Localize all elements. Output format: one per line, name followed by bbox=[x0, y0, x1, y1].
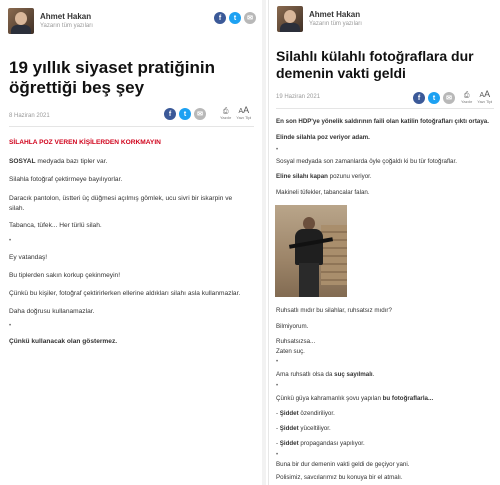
bullet-separator: • bbox=[9, 323, 12, 329]
twitter-icon[interactable]: t bbox=[229, 12, 241, 24]
paragraph: Tabanca, tüfek... Her türlü silah. bbox=[9, 222, 102, 229]
article-photo bbox=[275, 205, 347, 297]
share-buttons bbox=[214, 12, 256, 24]
paragraph: Ruhsatlı mıdır bu silahlar, ruhsatsız mıdır? bbox=[276, 307, 392, 314]
bullet-separator: • bbox=[9, 238, 12, 244]
section-heading: SİLAHLA POZ VEREN KİŞİLERDEN KORKMAYIN bbox=[9, 139, 161, 146]
article-date: 8 Haziran 2021 bbox=[9, 113, 50, 119]
author-block[interactable] bbox=[8, 8, 93, 34]
twitter-icon[interactable]: t bbox=[179, 108, 191, 120]
paragraph: Buna bir dur demenin vakti geldi de geçiyor yani. bbox=[276, 461, 410, 468]
paragraph: Çünkü bu kişiler, fotoğraf çektirirlerken ellerine aldıkları silahı asla kullanmazlar. bbox=[9, 290, 241, 297]
bullet-separator: • bbox=[276, 383, 279, 389]
separator bbox=[276, 108, 494, 109]
font-size-control[interactable]: AA Yazı Tipi bbox=[236, 105, 252, 120]
paragraph: silah. bbox=[9, 205, 25, 212]
separator bbox=[9, 126, 254, 127]
font-size-control[interactable]: AA Yazı Tipi bbox=[477, 89, 493, 104]
article-title: 19 yıllık siyaset pratiğinin öğrettiği beş şey bbox=[9, 58, 215, 98]
font-decrease-button[interactable]: A bbox=[238, 108, 244, 115]
list-item: - Şiddet propagandası yapılıyor. bbox=[276, 440, 365, 447]
paragraph: Eline silahı kapan pozunu veriyor. bbox=[276, 173, 372, 180]
share-buttons bbox=[413, 92, 455, 104]
article-tools bbox=[220, 106, 251, 120]
paragraph: Ey vatandaş! bbox=[9, 254, 48, 261]
print-button[interactable]: ⎙ Yazdır bbox=[220, 108, 232, 120]
paragraph: Silahla fotoğraf çektirmeye bayılıyorlar. bbox=[9, 176, 123, 183]
paragraph: Bilmiyorum. bbox=[276, 323, 309, 330]
facebook-icon[interactable]: f bbox=[214, 12, 226, 24]
list-item: - Şiddet yüceltiliyor. bbox=[276, 425, 331, 432]
paragraph: En son HDP'ye yönelik saldırının faili olan katilin fotoğrafları çıktı ortaya. bbox=[276, 118, 489, 125]
paragraph: Zaten suç. bbox=[276, 348, 305, 355]
font-increase-button[interactable]: A bbox=[243, 105, 250, 115]
paragraph: Çünkü kullanacak olan göstermez. bbox=[9, 338, 118, 345]
print-button[interactable]: ⎙ Yazdır bbox=[461, 92, 473, 104]
author-avatar[interactable] bbox=[8, 8, 34, 34]
twitter-icon[interactable]: t bbox=[428, 92, 440, 104]
author-avatar[interactable] bbox=[277, 6, 303, 32]
paragraph: Sosyal medyada son zamanlarda öyle çoğaldı ki bu tür fotoğraflar. bbox=[276, 158, 457, 165]
article-date: 19 Haziran 2021 bbox=[276, 94, 321, 100]
facebook-icon[interactable]: f bbox=[413, 92, 425, 104]
article-title: Silahlı külahlı fotoğraflara dur demenin vakti geldi bbox=[276, 48, 474, 81]
right-article-panel bbox=[268, 0, 500, 485]
mail-icon[interactable]: ✉ bbox=[244, 12, 256, 24]
mail-icon[interactable]: ✉ bbox=[194, 108, 206, 120]
print-icon: ⎙ bbox=[463, 92, 470, 99]
paragraph: Daracık pantolon, üstteri üç düğmesi açılmış gömlek, ucu sivri bir iskarpin ve bbox=[9, 195, 233, 202]
bullet-separator: • bbox=[276, 147, 279, 153]
font-decrease-button[interactable]: A bbox=[479, 92, 485, 99]
bullet-separator: • bbox=[276, 452, 279, 458]
panel-divider bbox=[262, 0, 266, 485]
paragraph: Ama ruhsatlı olsa da suç sayılmalı. bbox=[276, 371, 375, 378]
author-block[interactable] bbox=[277, 6, 362, 32]
mail-icon[interactable]: ✉ bbox=[443, 92, 455, 104]
paragraph: Daha doğrusu kullanamazlar. bbox=[9, 308, 95, 315]
author-all-posts-link[interactable]: Yazarın tüm yazıları bbox=[309, 21, 362, 27]
paragraph: Bu tiplerden sakın korkup çekinmeyin! bbox=[9, 272, 121, 279]
paragraph: SOSYAL medyada bazı tipler var. bbox=[9, 158, 108, 165]
author-name[interactable]: Ahmet Hakan bbox=[309, 10, 361, 19]
paragraph: Çünkü güya kahramanlık şovu yapılan bu fotoğraflarla... bbox=[276, 395, 434, 402]
list-item: - Şiddet özendiriliyor. bbox=[276, 410, 335, 417]
paragraph: Polisimiz, savcılarımız bu konuya bir el atmalı. bbox=[276, 474, 403, 481]
font-increase-button[interactable]: A bbox=[484, 89, 491, 99]
paragraph: Ruhsatsızsa... bbox=[276, 338, 316, 345]
paragraph: Makineli tüfekler, tabancalar falan. bbox=[276, 189, 370, 196]
paragraph: Elinde silahla poz veriyor adam. bbox=[276, 134, 370, 141]
author-name[interactable]: Ahmet Hakan bbox=[40, 12, 92, 21]
author-all-posts-link[interactable]: Yazarın tüm yazıları bbox=[40, 23, 93, 29]
facebook-icon[interactable]: f bbox=[164, 108, 176, 120]
print-icon: ⎙ bbox=[222, 108, 229, 115]
article-tools bbox=[461, 90, 492, 104]
share-buttons-secondary bbox=[164, 108, 206, 120]
bullet-separator: • bbox=[276, 359, 279, 365]
